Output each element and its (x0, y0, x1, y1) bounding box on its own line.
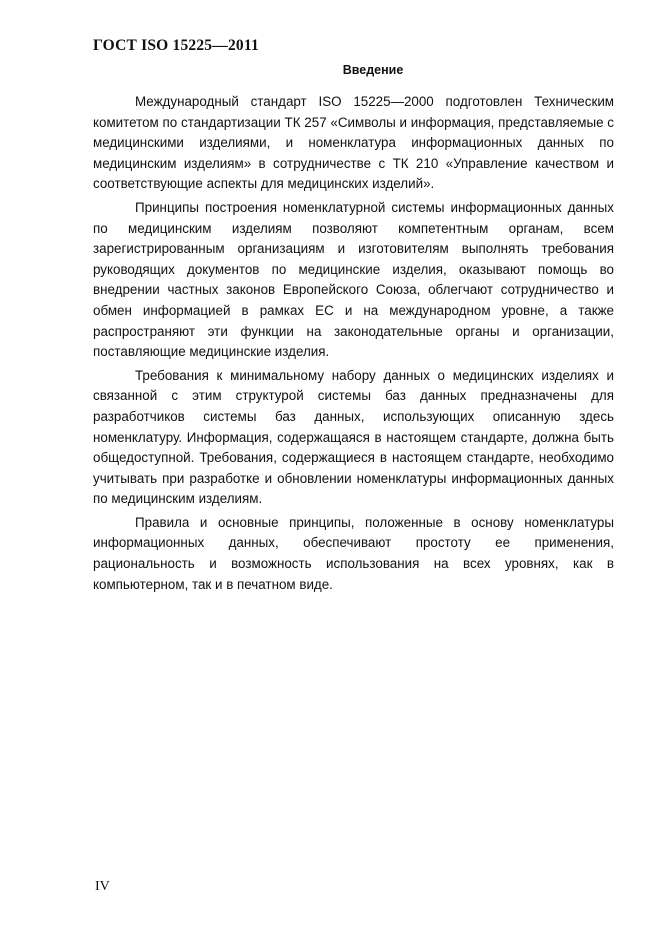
document-header: ГОСТ ISO 15225—2011 (93, 37, 259, 54)
paragraph-intro: Международный стандарт ISO 15225—2000 подготовлен Техническим комитетом по стандартизации ТК 257 «Символы и информация, представляемые с медицинскими изделиями, и номенклатура информационных данных по медицинским изделиям» в сотрудничестве с ТК 210 «Управление качеством и соответствующие аспекты для медицинских изделий». (93, 94, 614, 192)
page-number: IV (95, 879, 110, 894)
section-title: Введение (342, 63, 404, 77)
paragraph-principles: Принципы построения номенклатурной системы информационных данных по медицинским изделиям позволяют компетентным органам, всем зарегистрированным организациям и изготовителям выполнять требования руководящих документов по медицинские изделия, оказывают помощь во внедрении частных законов Европейского Союза, облегчают сотрудничество и обмен информацией в рамках ЕС и на международном уровне, а также распространяют эти функции на законодательные органы и организации, поставляющие медицинские изделия. (93, 199, 614, 360)
paragraph-rules: Правила и основные принципы, положенные в основу номенклатуры информационных данных, обеспечивают простоту ее применения, рациональность и возможность использования на всех уровнях, как в компьютерном, так и в печатном виде. (93, 514, 614, 592)
document-body (93, 92, 614, 598)
paragraph-requirements: Требования к минимальному набору данных о медицинских изделиях и связанной с этим структурой системы баз данных предназначены для разработчиков системы баз данных, использующих описанную здесь номенклатуру. Информация, содержащаяся в настоящем стандарте, должна быть общедоступной. Требования, содержащиеся в настоящем стандарте, необходимо учитывать при разработке и обновлении номенклатуры информационных данных по медицинским изделиям. (93, 367, 614, 507)
